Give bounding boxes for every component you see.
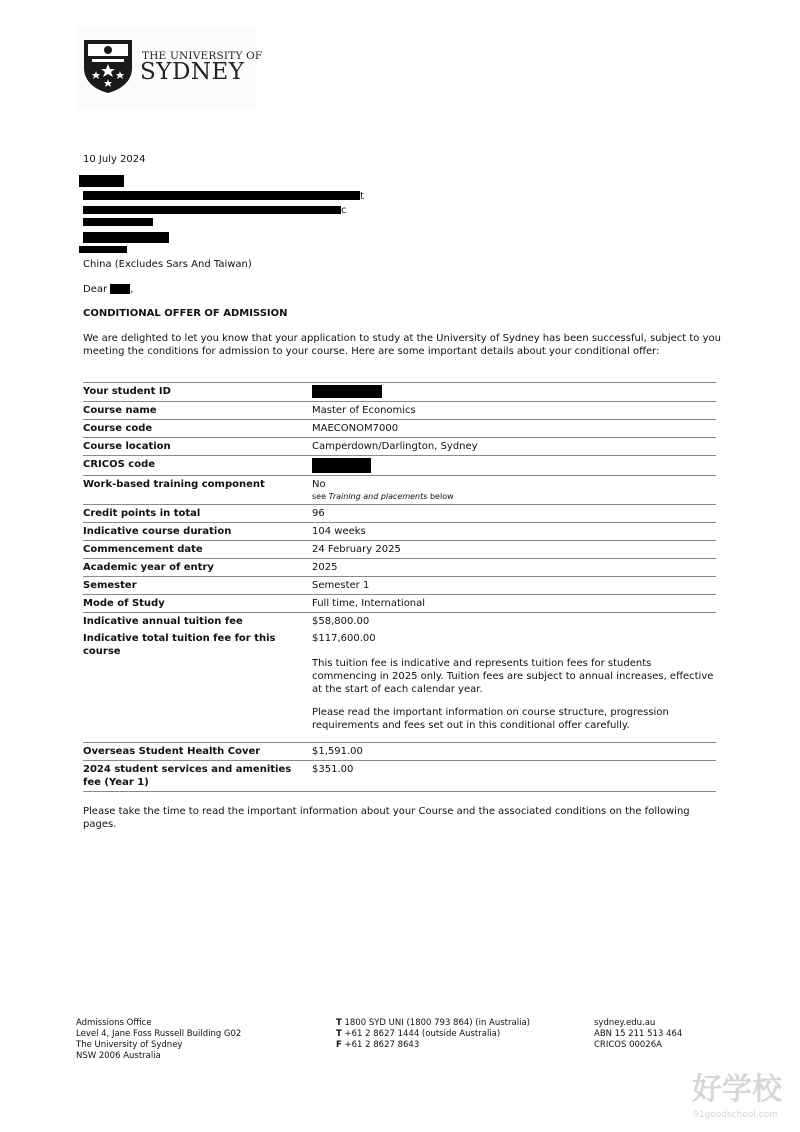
row-value: 2025 <box>312 558 716 576</box>
redacted-address-line <box>83 191 360 200</box>
footer-abn: ABN 15 211 513 464 <box>594 1029 683 1039</box>
redacted-cricos-code <box>312 458 371 473</box>
table-row <box>83 540 716 558</box>
logo-text-large: SYDNEY <box>140 59 245 85</box>
footer-phone-key: T <box>336 1029 342 1039</box>
letter-date: 10 July 2024 <box>83 154 146 165</box>
table-row <box>83 504 716 522</box>
row-label: Semester <box>83 576 312 594</box>
row-label: Course location <box>83 437 312 455</box>
row-value: $58,800.00 <box>312 615 370 627</box>
table-row <box>83 742 716 760</box>
footer-cricos: CRICOS 00026A <box>594 1040 662 1050</box>
watermark-logo: 好学校 <box>692 1072 782 1107</box>
footer-website[interactable]: sydney.edu.au <box>594 1018 656 1028</box>
table-row <box>83 612 716 630</box>
salutation-text: Dear <box>83 284 108 295</box>
row-value: Semester 1 <box>312 576 716 594</box>
redacted-postcode <box>79 246 127 253</box>
salutation <box>83 283 133 296</box>
table-row <box>83 455 716 475</box>
row-value <box>312 630 716 743</box>
row-value: Master of Economics <box>312 401 716 419</box>
footer-line: NSW 2006 Australia <box>76 1051 161 1061</box>
row-value <box>312 455 716 475</box>
row-value <box>312 383 716 402</box>
footer-fax-value: +61 2 8627 8643 <box>341 1040 420 1050</box>
table-row <box>83 475 716 504</box>
footer-line: Level 4, Jane Foss Russell Building G02 <box>76 1029 242 1039</box>
work-note-link: Training and placements <box>328 491 428 501</box>
row-label: Indicative total tuition fee for this course <box>83 630 312 743</box>
work-value: No <box>312 478 326 490</box>
fee-note-read-carefully: Please read the important information on course structure, progression requirements and fees set out in this conditional offer carefully. <box>312 706 669 731</box>
row-label: CRICOS code <box>83 455 312 475</box>
row-value: 104 weeks <box>312 522 716 540</box>
row-label: Indicative annual tuition fee <box>83 615 243 627</box>
row-value: 24 February 2025 <box>312 540 716 558</box>
letter-heading: CONDITIONAL OFFER OF ADMISSION <box>83 308 288 319</box>
watermark-url: 91goodschool.com <box>693 1110 778 1120</box>
row-label: Commencement date <box>83 540 312 558</box>
work-note-pre: see <box>312 491 329 501</box>
row-label: Academic year of entry <box>83 558 312 576</box>
footer-address <box>76 1018 241 1062</box>
row-label: Course name <box>83 401 312 419</box>
salutation-comma: , <box>130 284 134 295</box>
redacted-address-line <box>83 218 153 226</box>
row-value: 96 <box>312 504 716 522</box>
row-label: Your student ID <box>83 383 312 402</box>
table-row <box>83 437 716 455</box>
footer-line: Admissions Office <box>76 1018 152 1028</box>
table-row <box>83 558 716 576</box>
footer-phone-key: T <box>336 1018 342 1028</box>
table-row <box>83 576 716 594</box>
row-value: MAECONOM7000 <box>312 419 716 437</box>
row-label: Indicative course duration <box>83 522 312 540</box>
logo-text-small: THE UNIVERSITY OF <box>142 50 263 62</box>
row-label: Overseas Student Health Cover <box>83 742 312 760</box>
redacted-address-line <box>83 232 169 243</box>
footer-line <box>336 1018 530 1029</box>
redacted-recipient-name <box>110 284 130 294</box>
redacted-name <box>79 175 124 187</box>
footer-line: The University of Sydney <box>76 1040 183 1050</box>
row-value: $351.00 <box>312 760 716 791</box>
table-row <box>83 760 716 791</box>
row-value <box>312 475 716 504</box>
table-row <box>83 419 716 437</box>
row-label: Mode of Study <box>83 594 312 612</box>
row-value: $1,591.00 <box>312 742 716 760</box>
table-row <box>83 522 716 540</box>
redacted-student-id <box>312 385 382 398</box>
footer-line <box>336 1040 530 1051</box>
row-label: Credit points in total <box>83 504 312 522</box>
table-row <box>83 630 716 743</box>
closing-paragraph: Please take the time to read the important information about your Course and the associated conditions on the following pages. <box>83 806 690 830</box>
university-logo <box>76 26 263 108</box>
redacted-address-line <box>83 206 341 214</box>
table-row <box>83 401 716 419</box>
work-note-post: below <box>427 491 454 501</box>
table-row <box>83 383 716 402</box>
crest-icon <box>82 38 134 94</box>
row-label: Work-based training component <box>83 475 312 504</box>
footer-phone-value: 1800 SYD UNI (1800 793 864) (in Australia) <box>341 1018 530 1028</box>
row-label: 2024 student services and amenities fee (Year 1) <box>83 760 312 791</box>
offer-details-table <box>83 382 716 792</box>
row-value: Camperdown/Darlington, Sydney <box>312 437 716 455</box>
footer-fax-key: F <box>336 1040 342 1050</box>
total-fee-value: $117,600.00 <box>312 632 376 644</box>
footer-line <box>336 1029 530 1040</box>
fee-note-indicative: This tuition fee is indicative and represents tuition fees for students commencing in 2025 only. Tuition fees are subject to annual increases, effective at the start of each calendar year. <box>312 657 714 695</box>
address-country: China (Excludes Sars And Taiwan) <box>83 259 252 270</box>
footer-phone-value: +61 2 8627 1444 (outside Australia) <box>341 1029 501 1039</box>
address-fragment: t <box>360 191 364 202</box>
address-fragment: c <box>341 205 347 216</box>
row-value: Full time, International <box>312 594 716 612</box>
intro-paragraph: We are delighted to let you know that your application to study at the University of Sydney has been successful, subject to you meeting the conditions for admission to your course. Here are some important details about your conditional offer: <box>83 333 721 357</box>
work-note <box>312 491 716 502</box>
row-label: Course code <box>83 419 312 437</box>
table-row <box>83 594 716 612</box>
footer-phone <box>336 1018 530 1051</box>
footer-web <box>594 1018 682 1051</box>
